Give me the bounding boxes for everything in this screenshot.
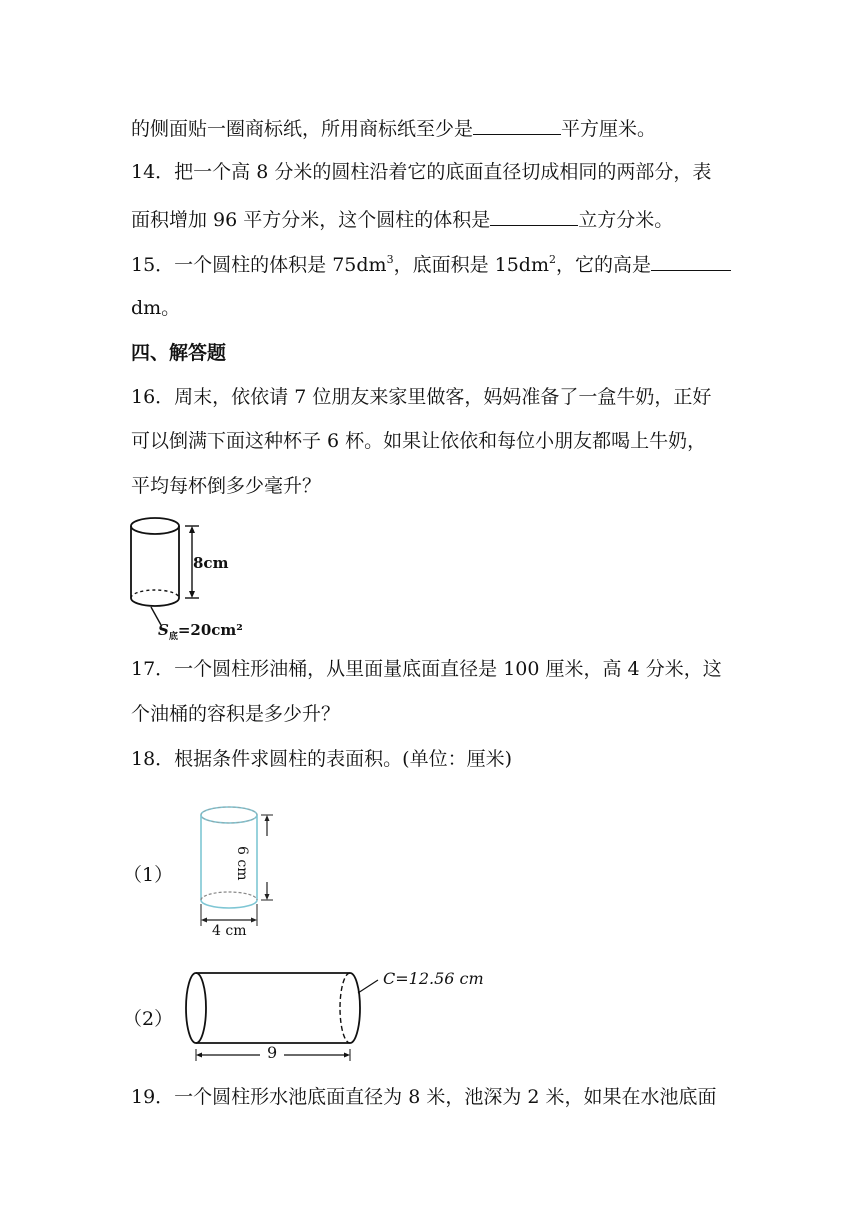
question-14-line-1: 14．把一个高 8 分米的圆柱沿着它的底面直径切成相同的两部分，表 xyxy=(131,161,712,183)
question-16-line-1: 16．周末，依依请 7 位朋友来家里做客，妈妈准备了一盒牛奶，正好 xyxy=(131,386,712,408)
question-18-line: 18．根据条件求圆柱的表面积。(单位：厘米) xyxy=(131,748,513,770)
base-subscript: 底 xyxy=(168,632,178,642)
base-value: =20cm² xyxy=(177,621,243,639)
q13-text: 的侧面贴一圈商标纸，所用商标纸至少是 xyxy=(131,118,474,140)
q15-text-a: 15．一个圆柱的体积是 75dm xyxy=(131,254,387,276)
answer-blank[interactable] xyxy=(651,250,731,271)
answer-blank[interactable] xyxy=(473,114,561,135)
figure-1-marker: （1） xyxy=(123,864,174,886)
cylinder-2-length-label: 9 xyxy=(267,1043,278,1062)
question-16-line-2: 可以倒满下面这种杯子 6 杯。如果让依依和每位小朋友都喝上牛奶， xyxy=(131,430,707,452)
q13-unit: 平方厘米。 xyxy=(561,118,657,140)
q14-text: 面积增加 96 平方分米，这个圆柱的体积是 xyxy=(131,209,491,231)
cup-height-label: 8cm xyxy=(193,554,229,572)
cup-base-area-label xyxy=(158,621,243,642)
figure-2-marker: （2） xyxy=(123,1008,174,1030)
answer-blank[interactable] xyxy=(490,205,578,226)
question-14-line-2 xyxy=(131,205,673,233)
cylinder-2-figure xyxy=(180,965,380,1070)
question-15-line-2: dm。 xyxy=(131,297,181,319)
circumference-text: C=12.56 cm xyxy=(383,969,484,988)
question-19-line: 19．一个圆柱形水池底面直径为 8 米，池深为 2 米，如果在水池底面 xyxy=(131,1086,717,1108)
q15-text-c: ，它的高是 xyxy=(555,254,651,276)
cylinder-1-width-label: 4 cm xyxy=(212,923,247,939)
q13-continuation xyxy=(131,114,656,142)
question-17-line-2: 个油桶的容积是多少升？ xyxy=(131,703,341,725)
question-17-line-1: 17．一个圆柱形油桶，从里面量底面直径是 100 厘米，高 4 分米，这 xyxy=(131,658,722,680)
cylinder-2-circumference-label xyxy=(383,969,484,988)
cylinder-1-height-label: 6 cm xyxy=(234,846,250,881)
base-s-symbol: S xyxy=(158,621,169,639)
question-15-line-1 xyxy=(131,250,731,278)
section-heading: 四、解答题 xyxy=(131,342,227,364)
superscript-3: 3 xyxy=(386,253,394,266)
q15-text-b: ，底面积是 15dm xyxy=(393,254,549,276)
q14-unit: 立方分米。 xyxy=(578,209,674,231)
superscript-2: 2 xyxy=(548,253,556,266)
question-16-line-3: 平均每杯倒多少毫升？ xyxy=(131,475,322,497)
